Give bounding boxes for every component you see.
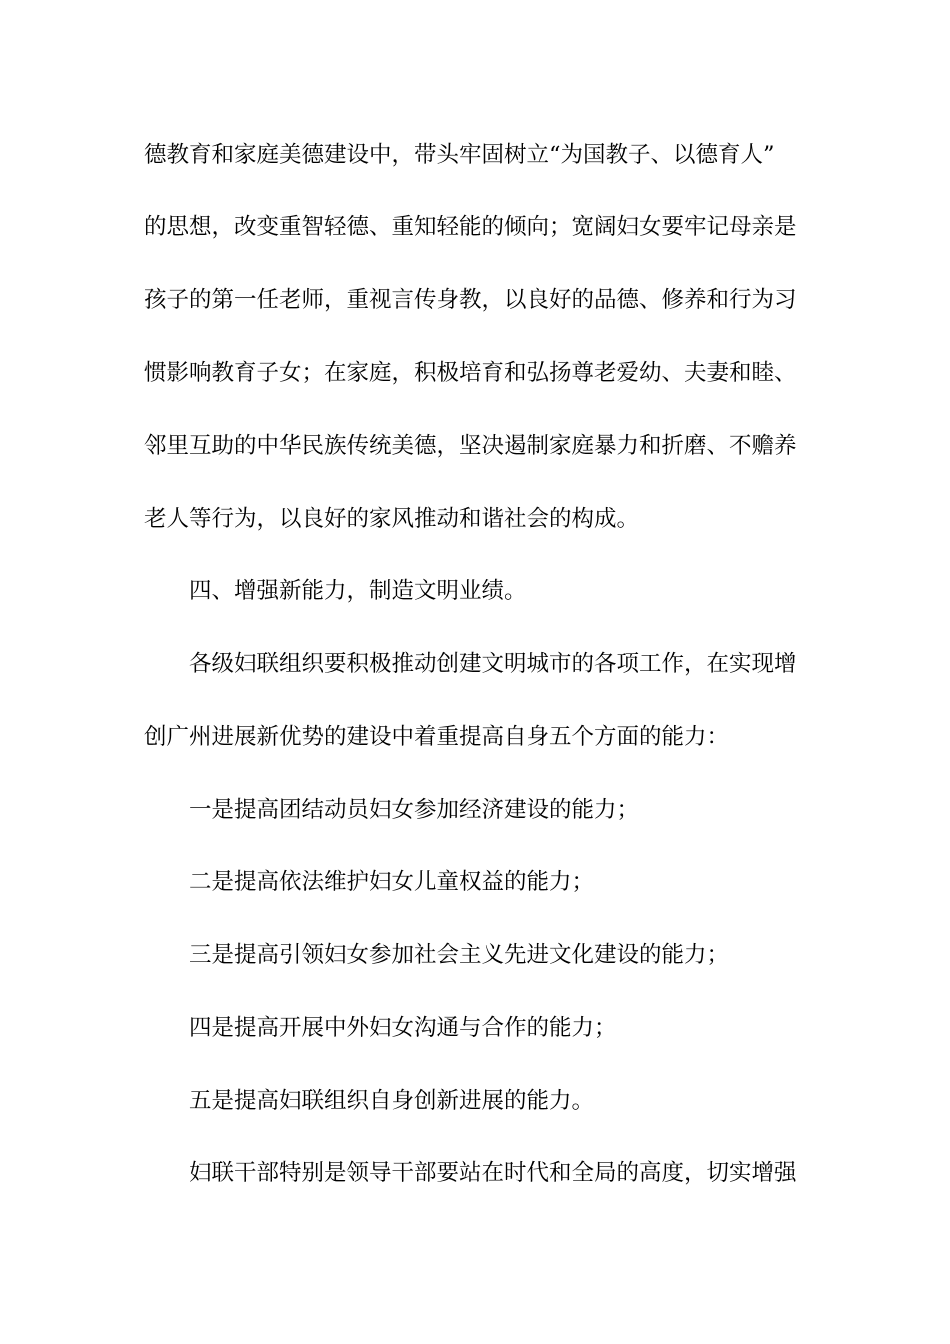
text-line-3: 孩子的第一任老师，重视言传身教，以良好的品德、修养和行为习	[144, 287, 797, 313]
section-heading: 四、增强新能力，制造文明业绩。	[189, 578, 527, 604]
text-line-8: 各级妇联组织要积极推动创建文明城市的各项工作，在实现增	[189, 651, 797, 677]
list-item-3: 三是提高引领妇女参加社会主义先进文化建设的能力；	[189, 942, 730, 968]
list-item-5: 五是提高妇联组织自身创新进展的能力。	[189, 1088, 595, 1114]
text-line-2: 的思想，改变重智轻德、重知轻能的倾向；宽阔妇女要牢记母亲是	[144, 214, 797, 240]
text-line-6: 老人等行为，以良好的家风推动和谐社会的构成。	[144, 506, 640, 532]
list-item-1: 一是提高团结动员妇女参加经济建设的能力；	[189, 797, 640, 823]
text-line-4: 惯影响教育子女；在家庭，积极培育和弘扬尊老爱幼、夫妻和睦、	[144, 360, 797, 386]
text-line-5: 邻里互助的中华民族传统美德，坚决遏制家庭暴力和折磨、不赡养	[144, 433, 797, 459]
text-line-15: 妇联干部特别是领导干部要站在时代和全局的高度，切实增强	[189, 1160, 797, 1186]
text-line-1: 德教育和家庭美德建设中，带头牢固树立“为国教子、以德育人”	[144, 142, 775, 168]
list-item-2: 二是提高依法维护妇女儿童权益的能力；	[189, 869, 595, 895]
list-item-4: 四是提高开展中外妇女沟通与合作的能力；	[189, 1015, 617, 1041]
text-line-9: 创广州进展新优势的建设中着重提高自身五个方面的能力：	[144, 724, 730, 750]
